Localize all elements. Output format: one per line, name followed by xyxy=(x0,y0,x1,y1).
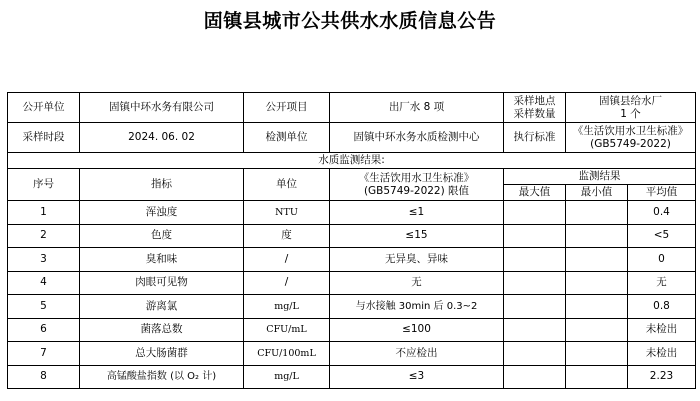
row-limit: 与水接触 30min 后 0.3~2 xyxy=(330,295,504,319)
row-indicator: 肉眼可见物 xyxy=(80,271,244,295)
row-indicator: 臭和味 xyxy=(80,248,244,272)
row-max xyxy=(504,365,566,389)
site-count-labels xyxy=(504,93,566,123)
row-indicator: 色度 xyxy=(80,224,244,248)
col-results-header: 监测结果 xyxy=(504,169,696,185)
table-row xyxy=(8,365,696,389)
row-max xyxy=(504,248,566,272)
info-row-2 xyxy=(8,123,696,153)
row-min xyxy=(566,318,628,342)
row-avg: 无 xyxy=(628,271,696,295)
row-min xyxy=(566,295,628,319)
table-row xyxy=(8,201,696,225)
row-no: 2 xyxy=(8,224,80,248)
site-value: 固镇县给水厂 xyxy=(599,94,662,107)
col-limit-header-line1: 《生活饮用水卫生标准》 xyxy=(358,171,475,184)
table-row xyxy=(8,295,696,319)
row-no: 1 xyxy=(8,201,80,225)
row-unit: 度 xyxy=(244,224,330,248)
section-title: 水质监测结果: xyxy=(8,153,696,169)
row-no: 7 xyxy=(8,342,80,366)
col-limit-header-line2: (GB5749-2022) 限值 xyxy=(363,184,470,197)
period-label: 采样时段 xyxy=(8,123,80,153)
row-max xyxy=(504,318,566,342)
table-row xyxy=(8,342,696,366)
row-indicator: 游离氯 xyxy=(80,295,244,319)
row-limit: ≤15 xyxy=(330,224,504,248)
row-unit: CFU/mL xyxy=(244,318,330,342)
row-indicator: 浑浊度 xyxy=(80,201,244,225)
row-unit: NTU xyxy=(244,201,330,225)
col-indicator-header: 指标 xyxy=(80,169,244,201)
row-indicator: 菌落总数 xyxy=(80,318,244,342)
row-unit: CFU/100mL xyxy=(244,342,330,366)
row-max xyxy=(504,295,566,319)
row-avg: 0.4 xyxy=(628,201,696,225)
row-no: 6 xyxy=(8,318,80,342)
standard-label: 执行标准 xyxy=(504,123,566,153)
row-max xyxy=(504,201,566,225)
info-row-1 xyxy=(8,93,696,123)
row-min xyxy=(566,224,628,248)
row-max xyxy=(504,224,566,248)
row-unit: mg/L xyxy=(244,365,330,389)
section-row xyxy=(8,153,696,169)
publisher-value: 固镇中环水务有限公司 xyxy=(80,93,244,123)
site-label: 采样地点 xyxy=(513,94,556,107)
water-quality-table xyxy=(7,92,696,389)
row-limit: ≤3 xyxy=(330,365,504,389)
row-indicator: 高锰酸盐指数 (以 O₂ 计) xyxy=(80,365,244,389)
publisher-label: 公开单位 xyxy=(8,93,80,123)
row-avg: 0.8 xyxy=(628,295,696,319)
header-row-1 xyxy=(8,169,696,185)
row-limit: 不应检出 xyxy=(330,342,504,366)
row-avg: 0 xyxy=(628,248,696,272)
table-row xyxy=(8,224,696,248)
table-row xyxy=(8,318,696,342)
table-row xyxy=(8,271,696,295)
col-no-header: 序号 xyxy=(8,169,80,201)
lab-value: 固镇中环水务水质检测中心 xyxy=(330,123,504,153)
row-min xyxy=(566,271,628,295)
row-limit: ≤1 xyxy=(330,201,504,225)
row-no: 5 xyxy=(8,295,80,319)
col-max-header: 最大值 xyxy=(504,185,566,201)
row-min xyxy=(566,248,628,272)
site-count-values xyxy=(566,93,696,123)
row-no: 8 xyxy=(8,365,80,389)
lab-label: 检测单位 xyxy=(244,123,330,153)
row-unit: / xyxy=(244,248,330,272)
row-limit: ≤100 xyxy=(330,318,504,342)
col-avg-header: 平均值 xyxy=(628,185,696,201)
standard-code: (GB5749-2022) xyxy=(590,137,671,150)
row-no: 3 xyxy=(8,248,80,272)
col-unit-header: 单位 xyxy=(244,169,330,201)
count-label: 采样数量 xyxy=(513,107,556,120)
count-value: 1 个 xyxy=(620,107,641,120)
item-label: 公开项目 xyxy=(244,93,330,123)
row-indicator: 总大肠菌群 xyxy=(80,342,244,366)
row-avg: <5 xyxy=(628,224,696,248)
row-avg: 未检出 xyxy=(628,318,696,342)
row-no: 4 xyxy=(8,271,80,295)
row-unit: / xyxy=(244,271,330,295)
row-avg: 未检出 xyxy=(628,342,696,366)
row-min xyxy=(566,342,628,366)
row-min xyxy=(566,201,628,225)
period-value: 2024. 06. 02 xyxy=(80,123,244,153)
row-avg: 2.23 xyxy=(628,365,696,389)
item-value: 出厂水 8 项 xyxy=(330,93,504,123)
page-title: 固镇县城市公共供水水质信息公告 xyxy=(203,10,497,32)
row-limit: 无异臭、异味 xyxy=(330,248,504,272)
row-min xyxy=(566,365,628,389)
row-max xyxy=(504,271,566,295)
table-row xyxy=(8,248,696,272)
row-limit: 无 xyxy=(330,271,504,295)
col-limit-header xyxy=(330,169,504,201)
standard-name: 《生活饮用水卫生标准》 xyxy=(572,124,689,137)
standard-value xyxy=(566,123,696,153)
col-min-header: 最小值 xyxy=(566,185,628,201)
row-unit: mg/L xyxy=(244,295,330,319)
row-max xyxy=(504,342,566,366)
